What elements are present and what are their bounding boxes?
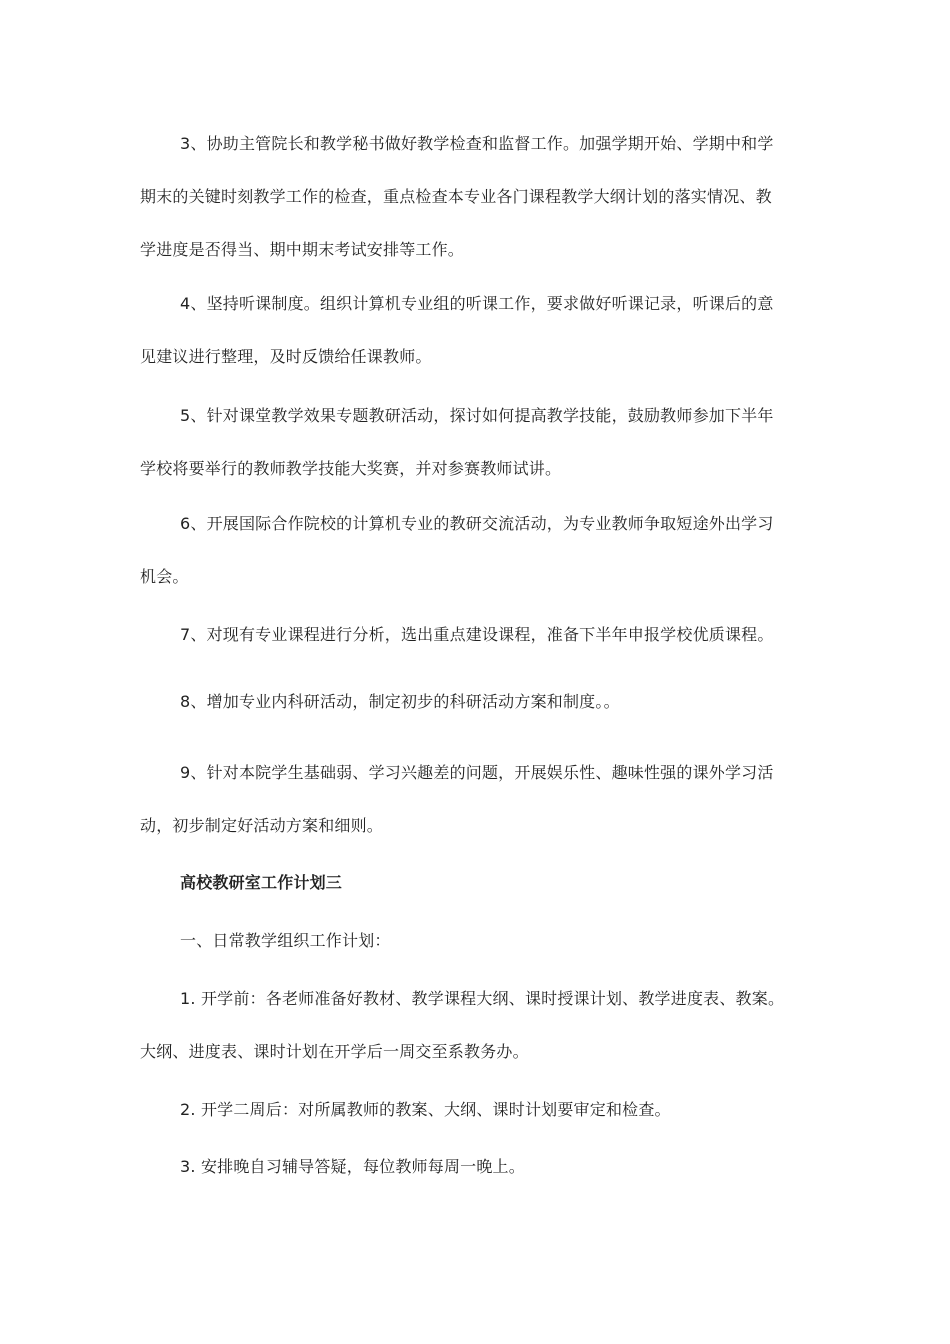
- paragraph-6: [140, 497, 812, 603]
- list-item-1: [140, 972, 812, 1078]
- paragraph-4: [140, 277, 812, 383]
- text-line: 3、协助主管院长和教学秘书做好教学检查和监督工作。加强学期开始、学期中和学: [180, 134, 774, 153]
- text-line: 9、针对本院学生基础弱、学习兴趣差的问题，开展娱乐性、趣味性强的课外学习活: [180, 763, 774, 782]
- text-line: 动，初步制定好活动方案和细则。: [140, 816, 384, 835]
- text-line: 见建议进行整理，及时反馈给任课教师。: [140, 347, 432, 366]
- list-item-3: [140, 1140, 812, 1193]
- text-line: 4、坚持听课制度。组织计算机专业组的听课工作，要求做好听课记录，听课后的意: [180, 294, 774, 313]
- paragraph-3: [140, 117, 812, 276]
- text-line: 5、针对课堂教学效果专题教研活动，探讨如何提高教学技能，鼓励教师参加下半年: [180, 406, 774, 425]
- list-item-2: [140, 1083, 812, 1136]
- text-line: 大纲、进度表、课时计划在开学后一周交至系教务办。: [140, 1042, 529, 1061]
- text-line: 机会。: [140, 567, 189, 586]
- paragraph-8: [140, 675, 812, 728]
- text-line: 期末的关键时刻教学工作的检查，重点检查本专业各门课程教学大纲计划的落实情况、教: [140, 187, 772, 206]
- section-title: [140, 856, 812, 909]
- text-line: 6、开展国际合作院校的计算机专业的教研交流活动，为专业教师争取短途外出学习: [180, 514, 774, 533]
- subsection-title-text: 一、日常教学组织工作计划：: [180, 931, 391, 950]
- text-line: 1. 开学前：各老师准备好教材、教学课程大纲、课时授课计划、教学进度表、教案。: [180, 989, 785, 1008]
- text-line: 学进度是否得当、期中期末考试安排等工作。: [140, 240, 465, 259]
- subsection-title: [140, 914, 812, 967]
- section-title-text: 高校教研室工作计划三: [180, 873, 343, 892]
- paragraph-9: [140, 746, 812, 852]
- paragraph-7: [140, 608, 812, 661]
- text-line: 7、对现有专业课程进行分析，选出重点建设课程，准备下半年申报学校优质课程。: [180, 625, 774, 644]
- text-line: 2. 开学二周后：对所属教师的教案、大纲、课时计划要审定和检查。: [180, 1100, 671, 1119]
- text-line: 学校将要举行的教师教学技能大奖赛，并对参赛教师试讲。: [140, 459, 562, 478]
- paragraph-5: [140, 389, 812, 495]
- text-line: 3. 安排晚自习辅导答疑，每位教师每周一晚上。: [180, 1157, 525, 1176]
- text-line: 8、增加专业内科研活动，制定初步的科研活动方案和制度。。: [180, 692, 620, 711]
